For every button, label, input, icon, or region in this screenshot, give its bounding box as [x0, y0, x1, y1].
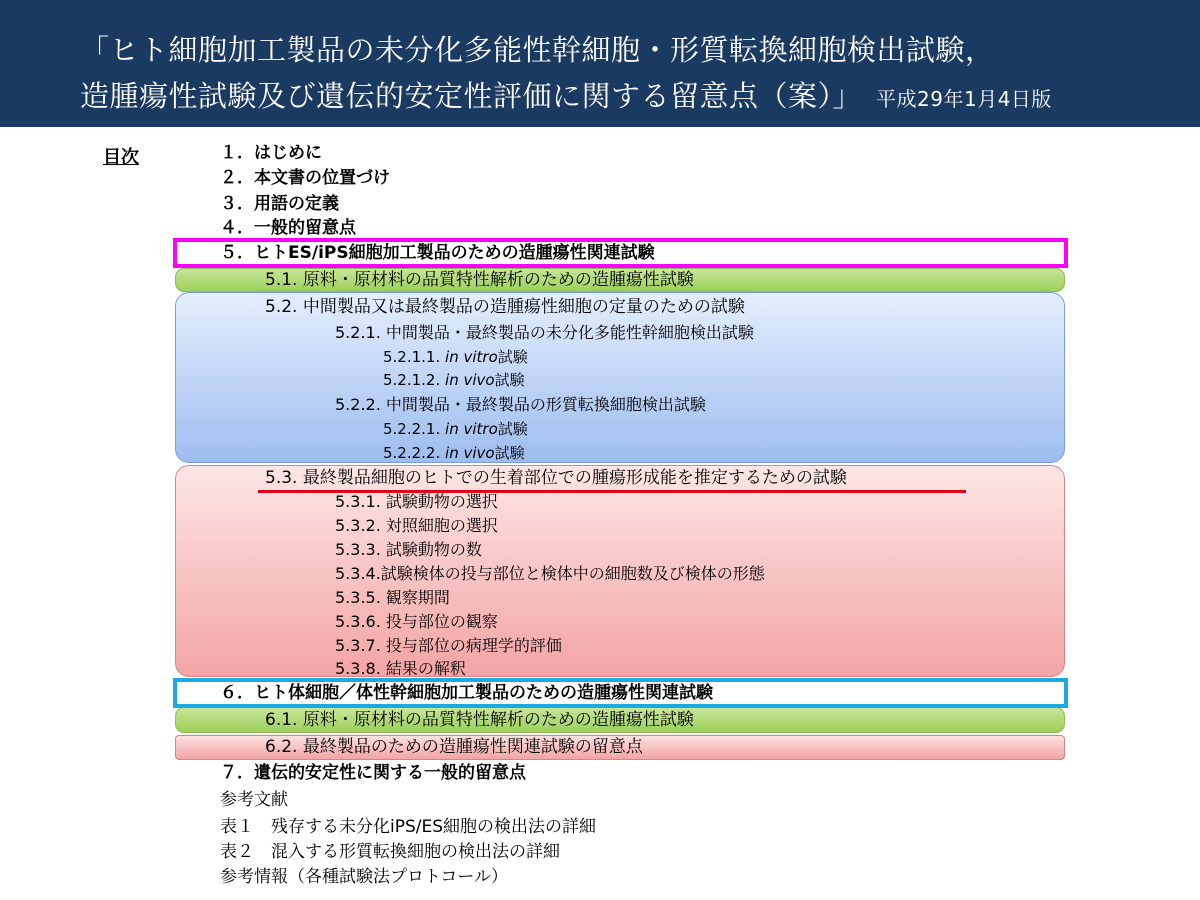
toc-text: 試験 — [497, 420, 528, 438]
toc-item-6[interactable]: ６．ヒト体細胞／体性幹細胞加工製品のための造腫瘍性関連試験 — [220, 683, 713, 703]
toc-item-5[interactable]: ５．ヒトES/iPS細胞加工製品のための造腫瘍性関連試験 — [220, 243, 655, 263]
toc-number: 5.2.1.2. — [383, 371, 441, 389]
toc-item-table-1[interactable]: 表１ 残存する未分化iPS/ES細胞の検出法の詳細 — [220, 817, 597, 837]
toc-item-5-2-2[interactable]: 5.2.2. 中間製品・最終製品の形質転換細胞検出試験 — [335, 395, 706, 414]
toc-text: 試験 — [494, 444, 525, 462]
toc-italic-term: in vivo — [445, 371, 495, 389]
toc-item-5-3-4[interactable]: 5.3.4.試験検体の投与部位と検体中の細胞数及び検体の形態 — [335, 564, 765, 583]
toc-text: 試験 — [494, 371, 525, 389]
toc-item-5-2-2-2[interactable] — [383, 442, 525, 464]
toc-item-5-3-1[interactable]: 5.3.1. 試験動物の選択 — [335, 492, 498, 511]
toc-item-4[interactable]: ４．一般的留意点 — [220, 218, 356, 238]
title-banner — [0, 0, 1200, 127]
toc-item-5-2-2-1[interactable] — [383, 418, 528, 440]
toc-item-5-3-2[interactable]: 5.3.2. 対照細胞の選択 — [335, 516, 498, 535]
toc-italic-term: in vivo — [445, 444, 495, 462]
toc-item-1[interactable]: １．はじめに — [220, 143, 322, 163]
toc-item-3[interactable]: ３．用語の定義 — [220, 194, 339, 214]
toc-item-5-2-1-2[interactable] — [383, 369, 525, 391]
toc-italic-term: in vitro — [445, 348, 498, 366]
toc-item-6-1[interactable]: 6.1. 原料・原材料の品質特性解析のための造腫瘍性試験 — [265, 710, 694, 730]
toc-text: 試験 — [497, 348, 528, 366]
toc-item-6-2[interactable]: 6.2. 最終製品のための造腫瘍性関連試験の留意点 — [265, 737, 643, 757]
toc-item-5-3-5[interactable]: 5.3.5. 観察期間 — [335, 588, 450, 607]
toc-item-2[interactable]: ２．本文書の位置づけ — [220, 168, 390, 188]
toc-item-5-3-6[interactable]: 5.3.6. 投与部位の観察 — [335, 612, 498, 631]
edition-date: 平成29年1月4日版 — [876, 87, 1052, 111]
document-title-line1: 「ヒト細胞加工製品の未分化多能性幹細胞・形質転換細胞検出試験， — [80, 33, 995, 67]
toc-item-5-3-3[interactable]: 5.3.3. 試験動物の数 — [335, 540, 482, 559]
toc-italic-term: in vitro — [445, 420, 498, 438]
toc-label: 目次 — [103, 147, 139, 168]
toc-item-references[interactable]: 参考文献 — [220, 790, 288, 810]
toc-item-reference-info[interactable]: 参考情報（各種試験法プロトコール） — [220, 867, 508, 887]
document-title-line2-text: 造腫瘍性試験及び遺伝的安定性評価に関する留意点（案）」 — [80, 79, 863, 113]
toc-item-5-3-8[interactable]: 5.3.8. 結果の解釈 — [335, 659, 466, 678]
toc-item-5-2-1[interactable]: 5.2.1. 中間製品・最終製品の未分化多能性幹細胞検出試験 — [335, 323, 754, 342]
toc-item-5-1[interactable]: 5.1. 原料・原材料の品質特性解析のための造腫瘍性試験 — [265, 270, 694, 290]
toc-item-5-2-1-1[interactable] — [383, 346, 528, 368]
toc-item-5-3[interactable]: 5.3. 最終製品細胞のヒトでの生着部位での腫瘍形成能を推定するための試験 — [265, 468, 847, 488]
toc-number: 5.2.1.1. — [383, 348, 441, 366]
toc-number: 5.2.2.1. — [383, 420, 441, 438]
toc-item-5-2[interactable]: 5.2. 中間製品又は最終製品の造腫瘍性細胞の定量のための試験 — [265, 297, 745, 317]
toc-item-5-3-7[interactable]: 5.3.7. 投与部位の病理学的評価 — [335, 636, 562, 655]
document-title-line2 — [80, 74, 1052, 115]
toc-number: 5.2.2.2. — [383, 444, 441, 462]
toc-item-table-2[interactable]: 表２ 混入する形質転換細胞の検出法の詳細 — [220, 842, 560, 862]
toc-item-7[interactable]: ７．遺伝的安定性に関する一般的留意点 — [220, 763, 526, 783]
